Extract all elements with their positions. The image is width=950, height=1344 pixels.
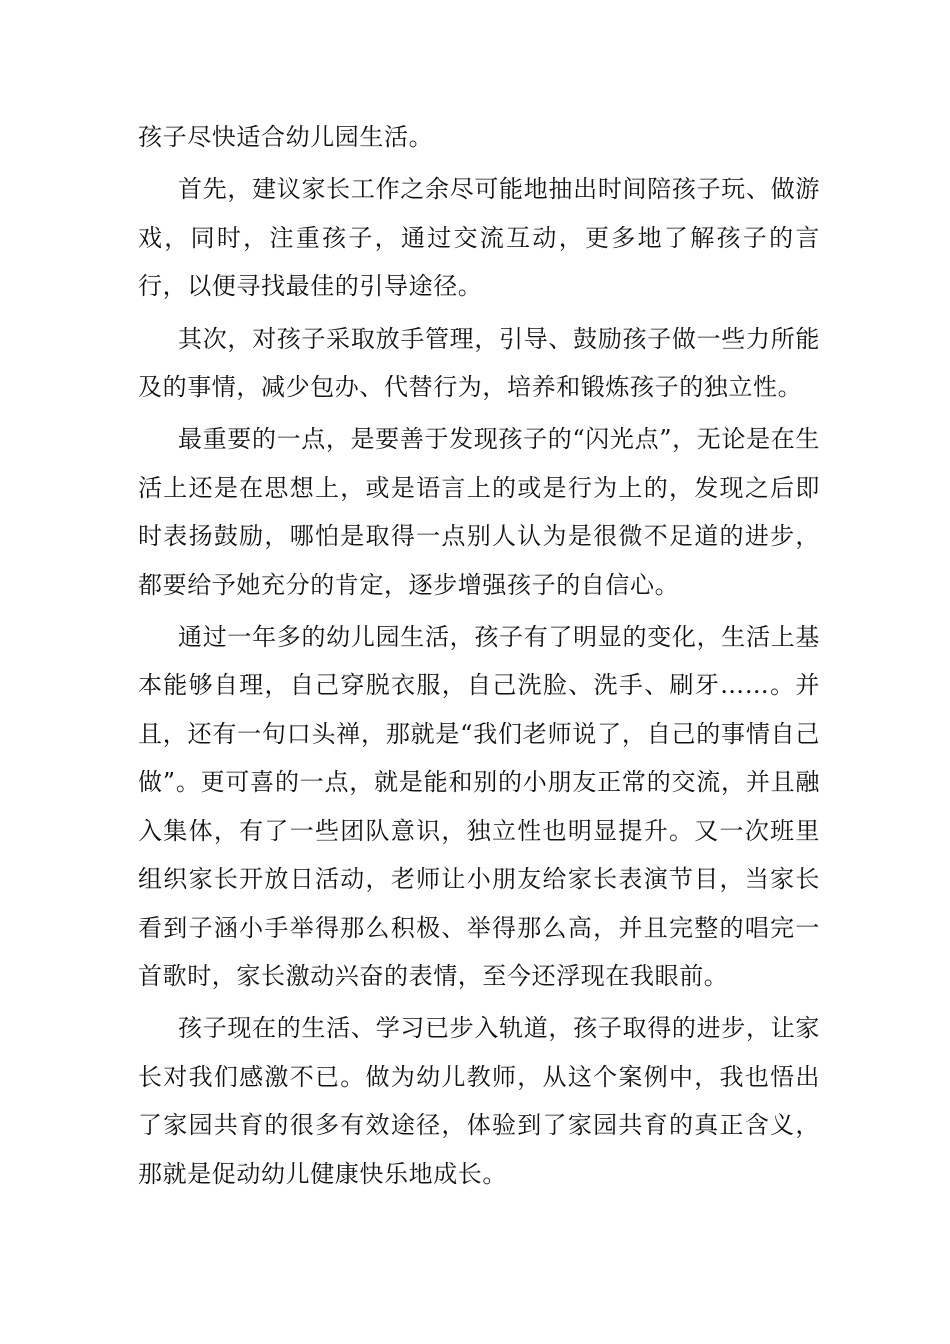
paragraph-first-suggestion: 首先，建议家长工作之余尽可能地抽出时间陪孩子玩、做游戏，同时，注重孩子，通过交流互动，更多地了解孩子的言行，以便寻找最佳的引导途径。 <box>138 175 820 301</box>
paragraph-changes: 通过一年多的幼儿园生活，孩子有了明显的变化，生活上基本能够自理，自己穿脱衣服，自己洗脸、洗手、刷牙……。并且，还有一句口头禅，那就是“我们老师说了，自己的事情自己做”。更可喜的一点，就是能和别的小朋友正常的交流，并且融入集体，有了一些团队意识，独立性也明显提升。又一次班里组织家长开放日活动，老师让小朋友给家长表演节目，当家长看到子涵小手举得那么积极、举得那么高，并且完整的唱完一首歌时，家长激动兴奋的表情，至今还浮现在我眼前。 <box>138 623 820 990</box>
paragraph-second-suggestion: 其次，对孩子采取放手管理，引导、鼓励孩子做一些力所能及的事情，减少包办、代替行为，培养和锻炼孩子的独立性。 <box>138 324 820 402</box>
paragraph-conclusion: 孩子现在的生活、学习已步入轨道，孩子取得的进步，让家长对我们感激不已。做为幼儿教师，从这个案例中，我也悟出了家园共育的很多有效途径，体验到了家园共育的真正含义，那就是促动幼儿健康快乐地成长。 <box>138 1014 820 1188</box>
document-page <box>138 113 820 1202</box>
paragraph-most-important: 最重要的一点，是要善于发现孩子的“闪光点”，无论是在生活上还是在思想上，或是语言上的或是行为上的，发现之后即时表扬鼓励，哪怕是取得一点别人认为是很微不足道的进步，都要给予她充分的肯定，逐步增强孩子的自信心。 <box>138 425 820 599</box>
paragraph-continuation: 孩子尽快适合幼儿园生活。 <box>138 123 434 151</box>
